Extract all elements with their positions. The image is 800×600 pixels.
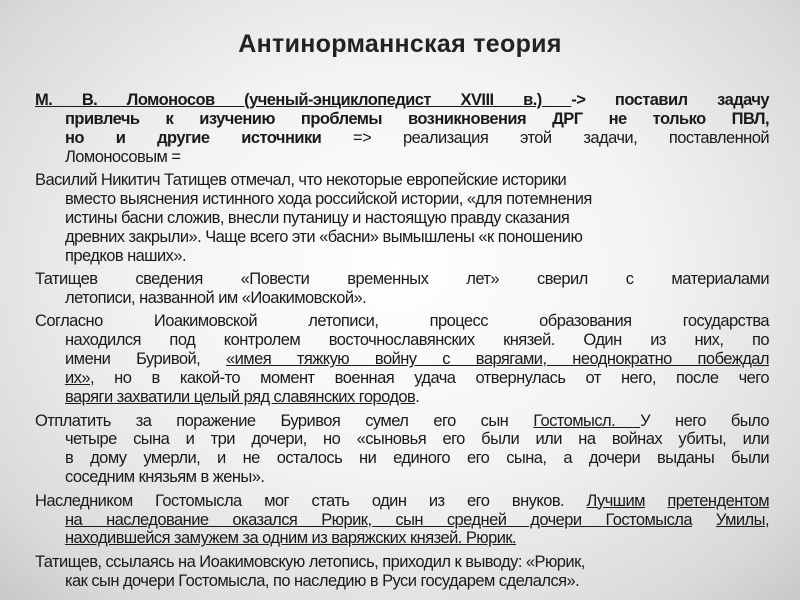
- text-line: [35, 492, 769, 511]
- underlined-text: Умилы,: [715, 510, 769, 529]
- underlined-text: «имея тяжкую войну с варягами, неоднократно побеждал: [225, 350, 769, 369]
- text-line: [35, 209, 769, 228]
- text-segment: [692, 511, 716, 529]
- underlined-text: находившейся замужем за одним из варяжских князей. Рюрик.: [65, 529, 517, 548]
- text-line: [35, 449, 769, 468]
- text-segment: как сын дочери Гостомысла, по наследию в Руси государем сделался».: [65, 571, 580, 590]
- text-segment: Согласно Иоакимовской летописи, процесс образования государства: [35, 312, 769, 331]
- text-segment: вместо выяснения истинного хода российской истории, «для потемнения: [65, 190, 592, 209]
- text-segment: древних закрыли». Чаще всего эти «басни» вымышлены «к поношению: [65, 227, 583, 246]
- slide-title: Антинорманнская теория: [238, 30, 562, 58]
- text-segment: => реализация этой задачи, поставленной: [321, 128, 769, 147]
- paragraph: [35, 492, 769, 549]
- text-line: [35, 350, 769, 369]
- text-line: [35, 110, 769, 129]
- text-line: [35, 529, 769, 548]
- paragraph: [35, 171, 769, 266]
- text-line: [35, 247, 769, 266]
- text-segment: но в какой-то момент военная удача отвернулась от него, после чего: [94, 369, 769, 388]
- text-segment: Татищев, ссылаясь на Иоакимовскую летопись, приходил к выводу: «Рюрик,: [35, 552, 585, 571]
- underlined-text: М. В. Ломоносов (ученый-энциклопедист XVIII в.): [35, 91, 572, 109]
- paragraph: [35, 412, 769, 488]
- text-line: [35, 129, 769, 148]
- underlined-text: Гостомысл.: [533, 411, 641, 430]
- underlined-text: на наследование оказался Рюрик, сын средней дочери Гостомысла: [65, 510, 693, 529]
- text-line: [35, 190, 769, 209]
- text-segment: Ломоносовым =: [65, 147, 181, 166]
- text-segment: Наследником Гостомысла мог стать один из его внуков.: [35, 491, 587, 510]
- text-segment: в дому умерли, и не осталось ни единого его сына, а дочери выданы были: [65, 449, 769, 468]
- text-segment: находился под контролем восточнославянских князей. Один из них, по: [65, 331, 769, 350]
- paragraph: [35, 270, 769, 308]
- text-segment: Татищев сведения «Повести временных лет» сверил с материалами: [35, 270, 769, 289]
- text-line: [35, 468, 769, 487]
- text-line: [35, 572, 769, 591]
- text-segment: Отплатить за поражение Буривоя сумел его сын: [35, 411, 534, 430]
- paragraph: [35, 312, 769, 407]
- text-line: [35, 331, 769, 350]
- text-line: [35, 511, 769, 530]
- text-segment: .: [415, 388, 420, 407]
- text-line: [35, 388, 769, 407]
- text-segment: имени Буривой,: [65, 350, 226, 369]
- text-line: [35, 228, 769, 247]
- bold-text: -> поставил задачу: [571, 91, 769, 109]
- slide-body: [35, 91, 769, 595]
- text-segment: четыре сына и три дочери, но «сыновья его были или на войнах убиты, или: [65, 430, 769, 449]
- text-segment: [645, 492, 667, 510]
- paragraph: [35, 553, 769, 591]
- underlined-text: варяги захватили целый ряд славянских городов: [65, 388, 416, 407]
- text-segment: летописи, названной им «Иоакимовской».: [65, 289, 367, 308]
- text-segment: предков наших».: [65, 246, 186, 265]
- text-segment: соседним князьям в жены».: [65, 468, 265, 487]
- text-line: [35, 91, 769, 110]
- paragraph: [35, 91, 769, 167]
- text-line: [35, 148, 769, 167]
- bold-text: привлечь к изучению проблемы возникновения ДРГ не только ПВЛ,: [65, 109, 769, 128]
- underlined-text: Лучшим: [586, 491, 645, 510]
- text-line: [35, 171, 769, 190]
- text-line: [35, 369, 769, 388]
- text-line: [35, 553, 769, 572]
- bold-text: но и другие источники: [65, 128, 322, 147]
- text-line: [35, 312, 769, 331]
- text-segment: истины басни сложив, внесли путаницу и настоящую правду сказания: [65, 208, 570, 227]
- text-line: [35, 270, 769, 289]
- text-segment: У него было: [640, 411, 769, 430]
- text-line: [35, 289, 769, 308]
- underlined-text: претендентом: [667, 491, 769, 510]
- underlined-text: их»,: [65, 369, 95, 388]
- text-line: [35, 430, 769, 449]
- text-segment: Василий Никитич Татищев отмечал, что некоторые европейские историки: [35, 171, 567, 190]
- text-line: [35, 412, 769, 431]
